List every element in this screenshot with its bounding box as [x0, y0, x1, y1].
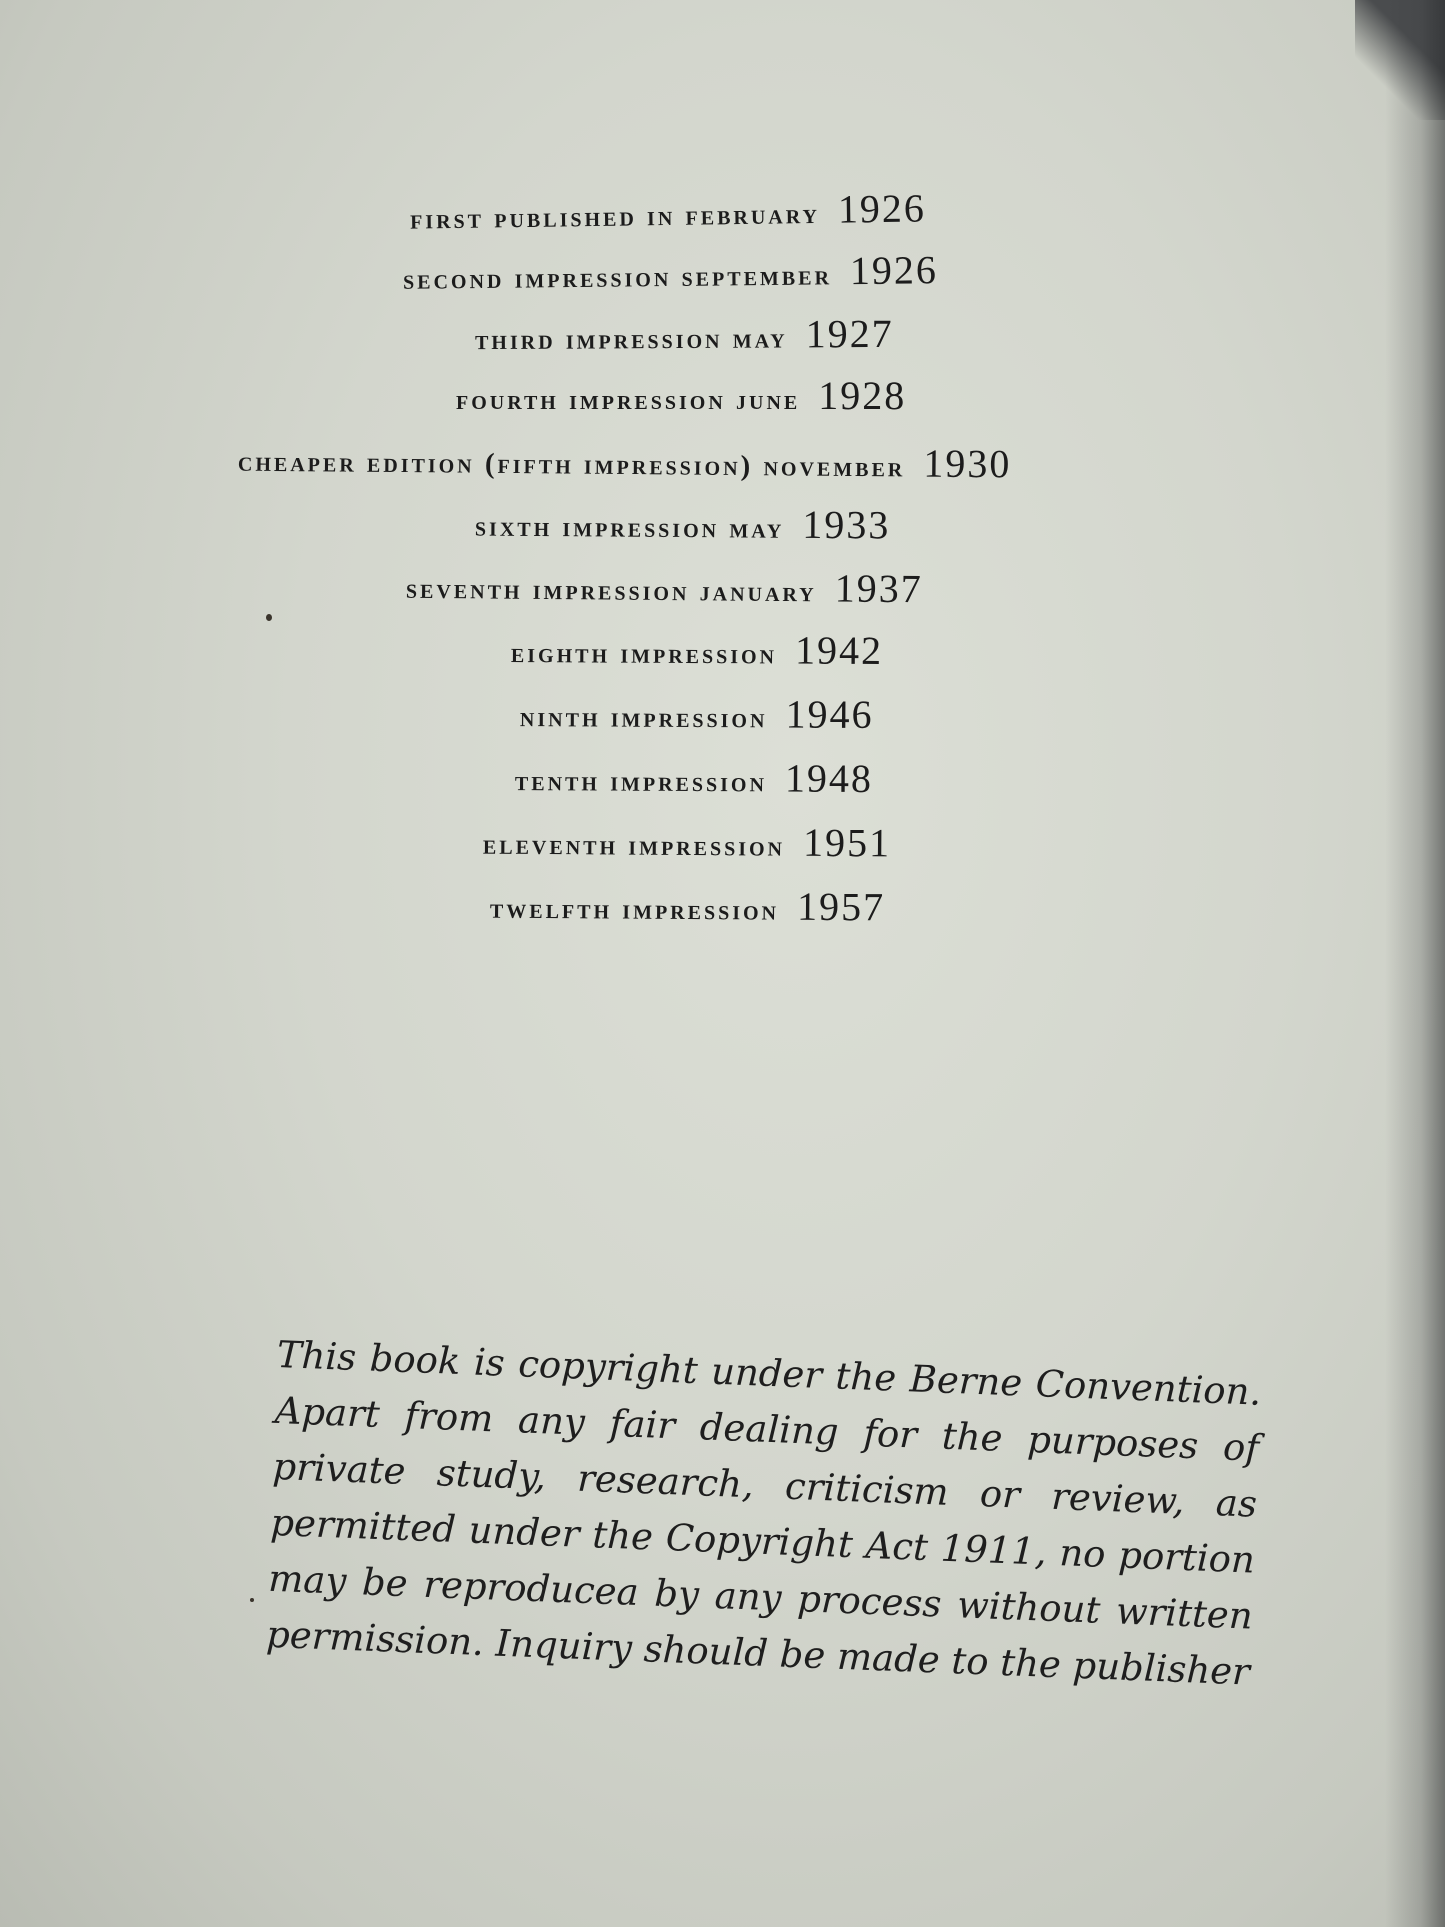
impression-year: 1957	[796, 883, 886, 930]
copyright-notice: This book is copyright under the Berne Convention. Apart from any fair dealing for the purposes of private study, research, criticism or review, as permitted under the Copyright Act 1911, no portion may be reproducea by any process without written permission. Inquiry should be made to the publisher	[265, 1332, 1263, 1694]
impression-line-4	[456, 372, 906, 419]
impression-line-3	[475, 310, 894, 359]
impression-line-6	[475, 499, 891, 549]
impression-year: 1948	[784, 755, 874, 801]
impression-line-5	[238, 434, 1012, 488]
impression-year: 1926	[837, 185, 927, 232]
impression-year: 1951	[802, 819, 892, 866]
impression-year: 1946	[785, 691, 874, 737]
impression-line-9	[520, 689, 874, 738]
impression-text: eighth impression	[510, 637, 778, 671]
impression-text: fourth impression june	[456, 384, 801, 416]
impression-line-10	[515, 753, 873, 802]
impression-year: 1927	[805, 310, 894, 357]
impression-year: 1933	[802, 501, 891, 548]
impression-text: eleventh impression	[482, 828, 786, 863]
impression-line-7	[406, 561, 923, 613]
impression-year: 1928	[818, 373, 907, 418]
impression-text: ninth impression	[519, 701, 768, 735]
impression-text: seventh impression january	[405, 572, 817, 609]
impression-year: 1942	[794, 627, 884, 673]
impression-line-12	[490, 881, 885, 931]
impression-year: 1937	[834, 565, 923, 612]
impression-line-11	[483, 817, 891, 867]
impression-line-1	[410, 184, 926, 238]
impression-year: 1926	[849, 247, 939, 294]
impression-text: first published in february	[409, 197, 821, 236]
impression-text: sixth impression may	[474, 510, 785, 545]
impression-line-8	[511, 625, 883, 674]
impression-line-2	[403, 246, 938, 299]
ink-speck	[250, 1598, 254, 1602]
impression-text: tenth impression	[514, 765, 768, 799]
impression-text: twelfth impression	[489, 892, 780, 927]
impression-text: cheaper edition (fifth impression) november	[237, 445, 906, 484]
impression-text: third impression may	[474, 322, 788, 357]
impression-year: 1930	[923, 440, 1012, 487]
impression-text: second impression september	[402, 259, 833, 296]
